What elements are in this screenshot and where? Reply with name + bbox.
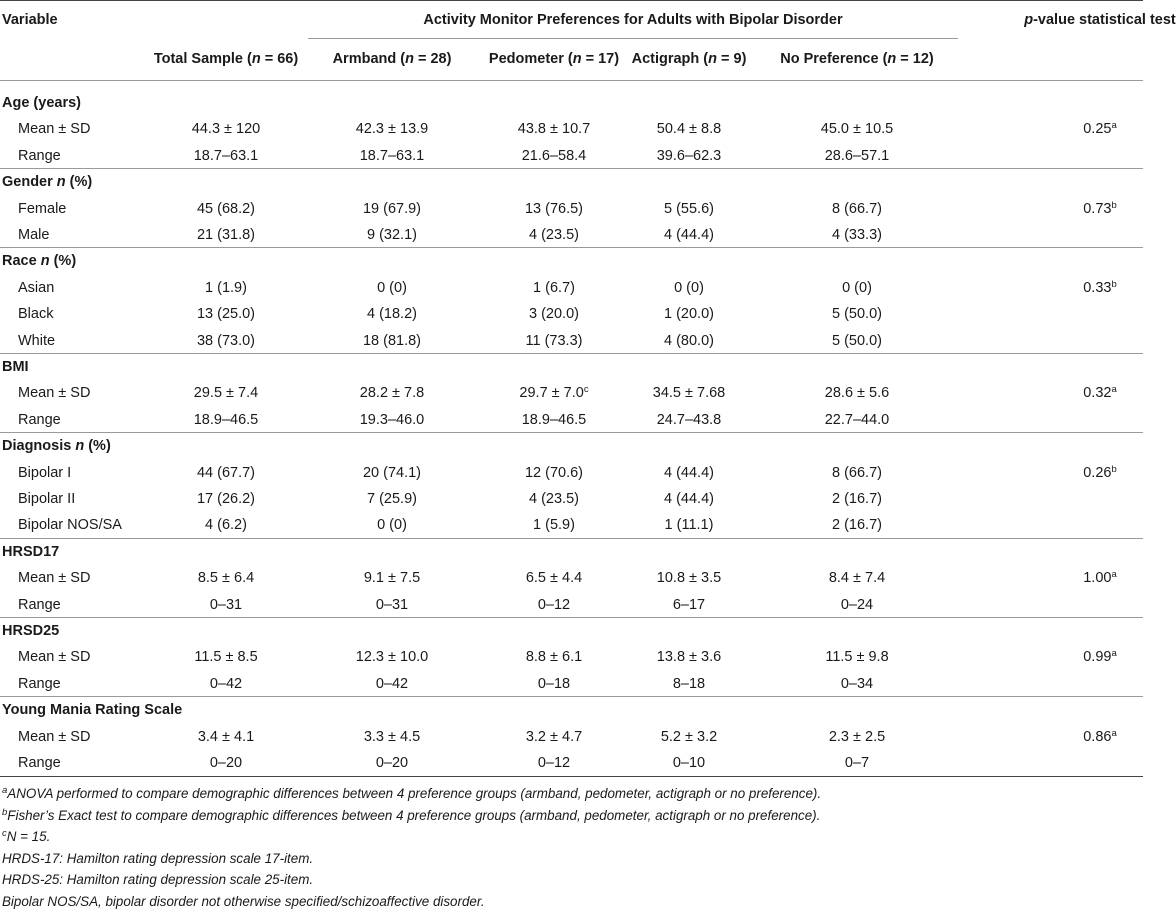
p-value-cell: 1.00$^a$: [1083, 569, 1117, 587]
p-value-cell: 0.99$^a$: [1083, 648, 1117, 666]
table-cell: 4 (44.4): [664, 464, 714, 481]
row-label: Male: [18, 227, 50, 243]
table-cell: 13 (25.0): [196, 306, 256, 323]
table-cell: 0–12: [537, 596, 571, 613]
table-cell: 29.7 ± 7.0$^c$: [519, 384, 589, 402]
table-cell: 11.5 ± 8.5: [194, 649, 258, 666]
table-cell: 28.2 ± 7.8: [359, 385, 425, 402]
row-label: Asian: [18, 279, 55, 296]
section-title: Age (years): [2, 95, 81, 111]
rule-line: [0, 353, 1143, 354]
table-cell: 0–34: [840, 675, 874, 692]
table-cell: 13 (76.5): [524, 200, 584, 217]
row-label: Bipolar NOS/SA: [18, 517, 122, 534]
table-cell: 50.4 ± 8.8: [656, 121, 722, 138]
table-cell: 22.7–44.0: [824, 411, 890, 428]
table-cell: 0–18: [537, 675, 571, 692]
table-cell: 0 (0): [377, 517, 407, 534]
table-cell: 28.6–57.1: [824, 147, 890, 164]
table-cell: 12 (70.6): [524, 464, 584, 481]
table-cell: 38 (73.0): [196, 332, 256, 349]
rule-line: [0, 168, 1143, 169]
table-cell: 10.8 ± 3.5: [656, 570, 722, 587]
row-label: Mean ± SD: [18, 385, 91, 402]
table-cell: 3 (20.0): [529, 306, 579, 323]
table-cell: 39.6–62.3: [656, 147, 722, 164]
section-title: BMI: [2, 359, 29, 375]
table-cell: 5 (50.0): [832, 332, 882, 349]
table-cell: 24.7–43.8: [656, 411, 722, 428]
table-cell: 0–24: [840, 596, 874, 613]
table-cell: 18 (81.8): [362, 332, 422, 349]
table-cell: 5 (50.0): [832, 306, 882, 323]
table-cell: 4 (23.5): [529, 491, 579, 507]
row-label: Female: [18, 200, 67, 217]
row-label: Mean ± SD: [18, 570, 91, 587]
table-cell: 8 (66.7): [832, 464, 882, 481]
table-cell: 45.0 ± 10.5: [820, 121, 894, 138]
table-cell: 1 (11.1): [664, 517, 714, 534]
table-cell: 28.6 ± 5.6: [824, 385, 890, 402]
table-cell: 11.5 ± 9.8: [825, 649, 889, 666]
row-label: Range: [18, 596, 61, 613]
table-cell: 7 (25.9): [367, 491, 417, 507]
table-cell: 3.3 ± 4.5: [363, 728, 421, 745]
table-cell: 44.3 ± 120: [191, 121, 261, 138]
table-cell: 0–7: [844, 755, 870, 771]
footnote: $^c$N = 15.: [2, 828, 51, 845]
table-cell: 18.7–63.1: [193, 147, 259, 164]
table-cell: 29.5 ± 7.4: [193, 385, 259, 402]
rule-line: [0, 776, 1143, 777]
section-title: HRSD25: [2, 623, 60, 639]
row-label: Mean ± SD: [18, 649, 91, 666]
footnote: $^b$Fisher’s Exact test to compare demographic differences between 4 preference groups (armband, pedometer, actigraph or no preference).: [2, 806, 821, 823]
table-cell: 11 (73.3): [525, 332, 583, 349]
table-cell: 19 (67.9): [362, 200, 422, 217]
table-cell: 0–12: [537, 755, 571, 771]
table-cell: 1 (5.9): [533, 517, 575, 534]
table-cell: 45 (68.2): [196, 200, 256, 217]
column-group-header: Activity Monitor Preferences for Adults with Bipolar Disorder: [423, 12, 843, 28]
p-value-cell: 0.73$^b$: [1083, 199, 1117, 217]
table-cell: 8 (66.7): [832, 200, 882, 217]
row-label: Bipolar I: [18, 464, 72, 481]
column-header: Armband (n = 28): [332, 51, 452, 67]
table-cell: 0 (0): [842, 279, 872, 296]
table-cell: 8.8 ± 6.1: [525, 649, 583, 666]
rule-line: [0, 538, 1143, 539]
table-cell: 18.9–46.5: [193, 411, 259, 428]
rule-line: [0, 80, 1143, 81]
table-cell: 0–10: [672, 755, 706, 771]
group-underline: [308, 38, 958, 39]
table-cell: 4 (23.5): [529, 227, 579, 243]
table-cell: 0–42: [375, 675, 409, 692]
section-title: Diagnosis n (%): [2, 438, 111, 455]
row-label: Mean ± SD: [18, 121, 91, 138]
section-title: Young Mania Rating Scale: [2, 702, 183, 719]
p-value-cell: 0.25$^a$: [1083, 120, 1117, 138]
footnote: $^a$ANOVA performed to compare demographic differences between 4 preference groups (armband, pedometer, actigraph or no preference).: [2, 785, 822, 802]
table-cell: 43.8 ± 10.7: [517, 121, 591, 138]
table-cell: 44 (67.7): [196, 464, 256, 481]
table-cell: 21 (31.8): [196, 227, 256, 243]
row-label: Black: [18, 306, 54, 323]
table-cell: 5.2 ± 3.2: [660, 728, 718, 745]
row-label: Range: [18, 675, 61, 692]
table-cell: 1 (1.9): [205, 279, 247, 296]
table-cell: 4 (6.2): [205, 517, 247, 534]
table-cell: 8.5 ± 6.4: [197, 570, 255, 587]
table-cell: 12.3 ± 10.0: [355, 649, 429, 666]
table-cell: 9 (32.1): [367, 227, 417, 243]
p-value-cell: 0.33$^b$: [1083, 278, 1117, 296]
table-cell: 13.8 ± 3.6: [656, 649, 722, 666]
row-label: Range: [18, 147, 61, 164]
section-title: Race n (%): [2, 253, 77, 270]
table-cell: 0 (0): [377, 279, 407, 296]
column-header: Total Sample (n = 66): [153, 51, 299, 67]
column-header: Actigraph (n = 9): [631, 51, 747, 67]
rule-line: [0, 0, 1143, 1]
rule-line: [0, 247, 1143, 248]
column-header: No Preference (n = 12): [780, 51, 934, 67]
table-cell: 1 (20.0): [664, 306, 714, 323]
column-header: Pedometer (n = 17): [488, 51, 620, 67]
table-cell: 6–17: [672, 596, 706, 613]
table-cell: 20 (74.1): [362, 464, 422, 481]
row-label: Range: [18, 755, 61, 771]
table-cell: 3.2 ± 4.7: [525, 728, 583, 745]
section-title: HRSD17: [2, 543, 60, 560]
table-cell: 18.9–46.5: [521, 411, 587, 428]
p-value-cell: 0.32$^a$: [1083, 384, 1117, 402]
table-cell: 4 (33.3): [832, 227, 882, 243]
table-cell: 1 (6.7): [533, 279, 575, 296]
table-cell: 2 (16.7): [832, 517, 882, 534]
footnote: HRDS-17: Hamilton rating depression scale 17-item.: [2, 850, 314, 866]
section-title: Gender n (%): [2, 174, 93, 191]
footnote: HRDS-25: Hamilton rating depression scale 25-item.: [2, 872, 314, 888]
table-cell: 0–31: [209, 596, 243, 613]
table-cell: 8.4 ± 7.4: [828, 570, 886, 587]
table-cell: 2.3 ± 2.5: [828, 728, 886, 745]
table-cell: 18.7–63.1: [359, 147, 425, 164]
table-cell: 19.3–46.0: [359, 411, 425, 428]
rule-line: [0, 432, 1143, 433]
table-cell: 2 (16.7): [832, 491, 882, 507]
row-label: Range: [18, 411, 61, 428]
p-value-cell: 0.26$^b$: [1083, 463, 1117, 481]
p-value-cell: 0.86$^a$: [1083, 727, 1117, 745]
table-cell: 6.5 ± 4.4: [525, 570, 583, 587]
table-cell: 0–20: [375, 755, 409, 771]
table-cell: 42.3 ± 13.9: [355, 121, 429, 138]
table-cell: 17 (26.2): [196, 491, 256, 507]
row-label: Mean ± SD: [18, 728, 91, 745]
table-cell: 0–20: [209, 755, 243, 771]
table-cell: 3.4 ± 4.1: [197, 728, 255, 745]
table-cell: 4 (18.2): [367, 306, 417, 323]
table-cell: 4 (44.4): [664, 227, 714, 243]
column-header-variable: Variable: [2, 12, 58, 28]
footnote: Bipolar NOS/SA, bipolar disorder not otherwise specified/schizoaffective disorder.: [2, 893, 485, 909]
table-cell: 0–31: [375, 596, 409, 613]
table-cell: 34.5 ± 7.68: [652, 385, 726, 402]
rule-line: [0, 617, 1143, 618]
column-header-p-value: p-value statistical test: [1024, 12, 1176, 28]
table-cell: 9.1 ± 7.5: [363, 570, 421, 587]
row-label: White: [18, 332, 56, 349]
table-cell: 0–42: [209, 675, 243, 692]
table-cell: 8–18: [672, 675, 706, 692]
table-cell: 4 (80.0): [664, 332, 714, 349]
rule-line: [0, 696, 1143, 697]
table-cell: 4 (44.4): [664, 491, 714, 507]
row-label: Bipolar II: [18, 491, 76, 507]
table-cell: 5 (55.6): [664, 200, 714, 217]
table-cell: 21.6–58.4: [521, 147, 587, 164]
table-cell: 0 (0): [674, 279, 704, 296]
